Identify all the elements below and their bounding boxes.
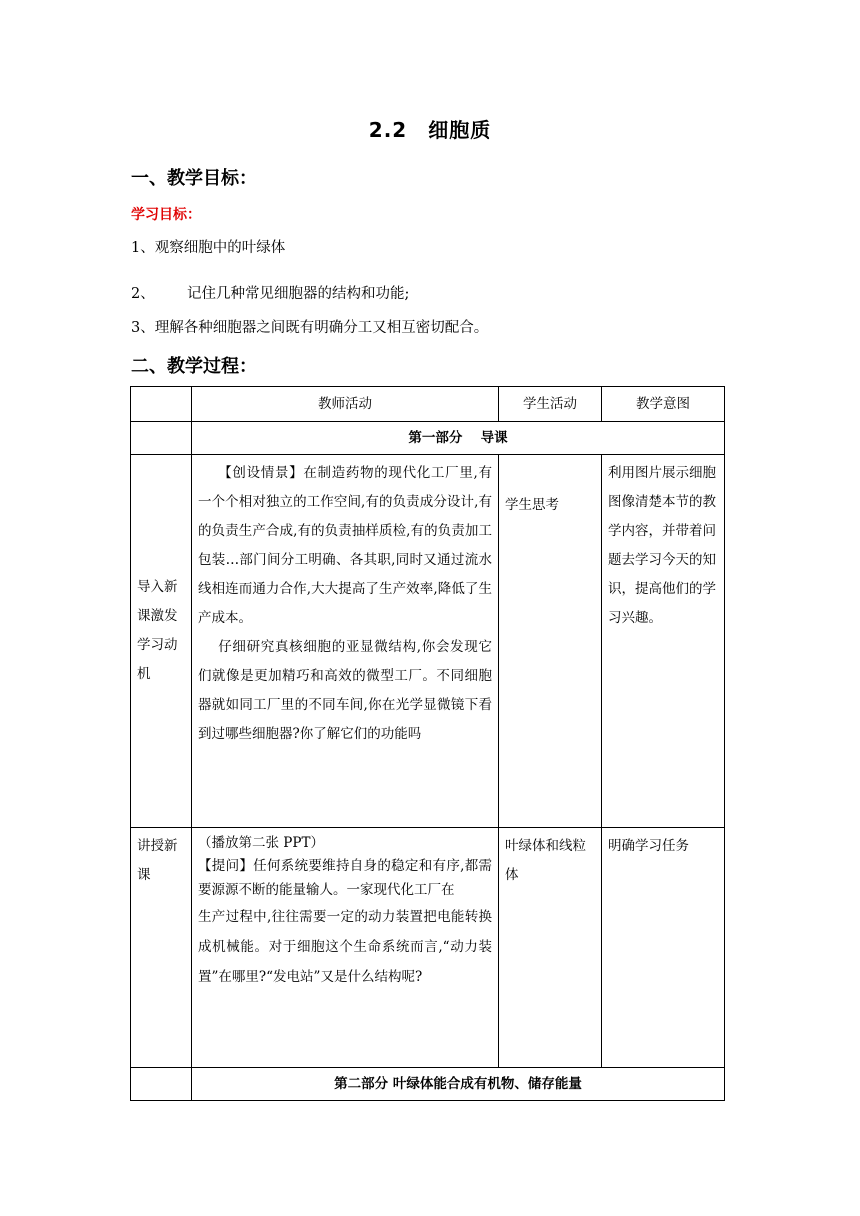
teacher-line: 【提问】任何系统要维持自身的稳定和有序,都需要源源不断的能量输人。一家现代化工厂在 [198, 858, 492, 898]
teacher-line: （播放第二张 PPT） [198, 835, 324, 851]
stage-cell: 导入新课激发学习动机 [131, 455, 192, 828]
part-title-1: 第一部分 导课 [192, 422, 725, 455]
header-cell-student: 学生活动 [499, 387, 602, 422]
student-activity-cell: 叶绿体和线粒体 [499, 828, 602, 1068]
part-title-2: 第二部分 叶绿体能合成有机物、储存能量 [192, 1068, 725, 1101]
goal-item-1: 1、观察细胞中的叶绿体 [131, 240, 286, 256]
table-part-row [131, 1068, 725, 1101]
page-title: 2.2 细胞质 [368, 118, 492, 142]
section-heading-process: 二、教学过程： [131, 356, 257, 377]
table-part-row [131, 422, 725, 455]
table-header-row [131, 387, 725, 422]
part-empty-cell [131, 422, 192, 455]
intent-cell: 利用图片展示细胞图像清楚本节的教学内容，并带着问题去学习今天的知识，提高他们的学习兴趣。 [602, 455, 725, 828]
table-row [131, 455, 725, 828]
header-cell-intent: 教学意图 [602, 387, 725, 422]
teacher-paragraph: 仔细研究真核细胞的亚显微结构,你会发现它们就像是更加精巧和高效的微型工厂。不同细胞器就如同工厂里的不同车间,你在光学显微镜下看到过哪些细胞器?你了解它们的功能吗 [198, 639, 492, 742]
student-activity-cell: 学生思考 [499, 455, 602, 828]
header-cell-teacher: 教师活动 [192, 387, 499, 422]
part-empty-cell [131, 1068, 192, 1101]
section-heading-goals: 一、教学目标： [131, 168, 257, 189]
goal-label: 学习目标： [131, 207, 201, 223]
header-cell-stage [131, 387, 192, 422]
teacher-paragraph: 【创设情景】在制造药物的现代化工厂里,有一个个相对独立的工作空间,有的负责成分设计,有的负责生产合成,有的负责抽样质检,有的负责加工包装…部门间分工明确、各其职,同时又通过流水线相连而通力合作,大大提高了生产效率,降低了生产成本。 [198, 465, 492, 626]
teacher-activity-cell [192, 828, 499, 1068]
teacher-line: 生产过程中,往往需要一定的动力装置把电能转换成机械能。对于细胞这个生命系统而言,“动力装置”在哪里?“发电站”又是什么结构呢? [198, 909, 492, 985]
goal-item-2: 2、 记住几种常见细胞器的结构和功能; [131, 286, 410, 302]
teacher-activity-cell [192, 455, 499, 828]
intent-cell: 明确学习任务 [602, 828, 725, 1068]
goal-item-3: 3、理解各种细胞器之间既有明确分工又相互密切配合。 [131, 320, 489, 336]
teaching-process-table [130, 386, 725, 1101]
table-row [131, 828, 725, 1068]
stage-cell: 讲授新课 [131, 828, 192, 1068]
